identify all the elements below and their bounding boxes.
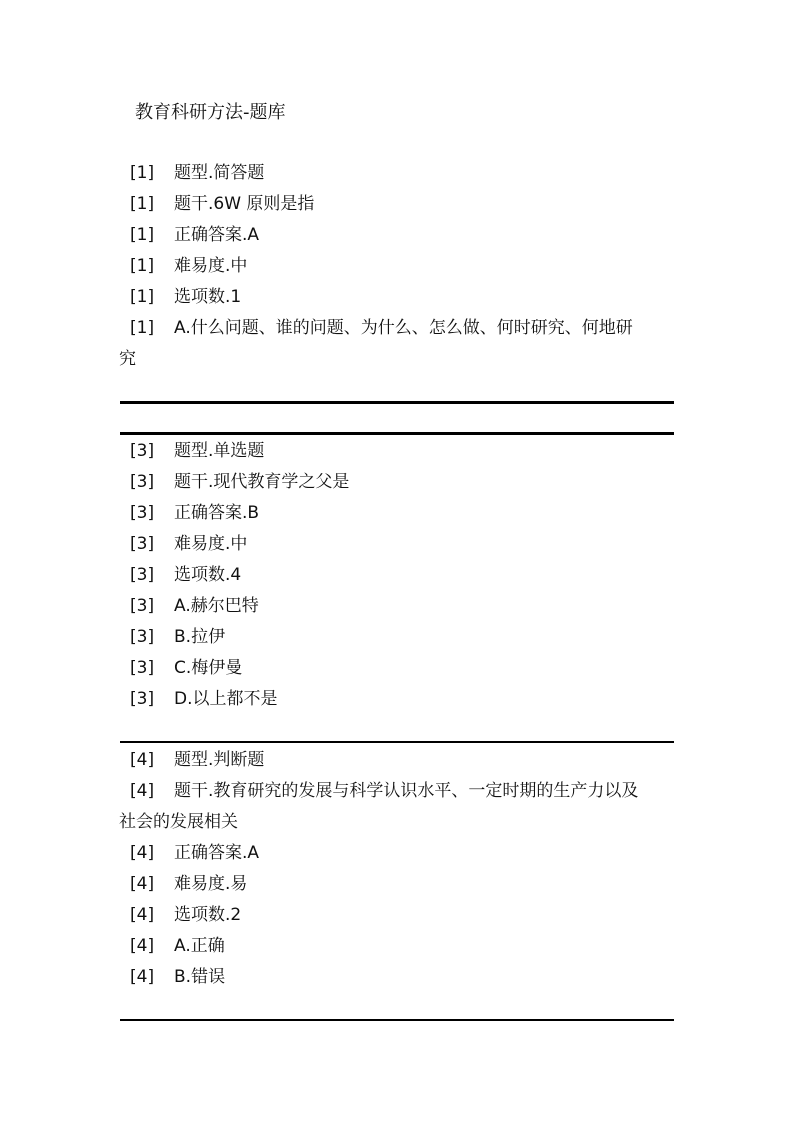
divider [120, 1019, 674, 1021]
divider [120, 432, 674, 435]
document-title: 教育科研方法-题库 [135, 102, 286, 123]
q-line-wrap: 社会的发展相关 [119, 812, 238, 832]
divider [120, 401, 674, 404]
divider [120, 741, 674, 743]
q-line-wrap: 究 [119, 349, 136, 369]
